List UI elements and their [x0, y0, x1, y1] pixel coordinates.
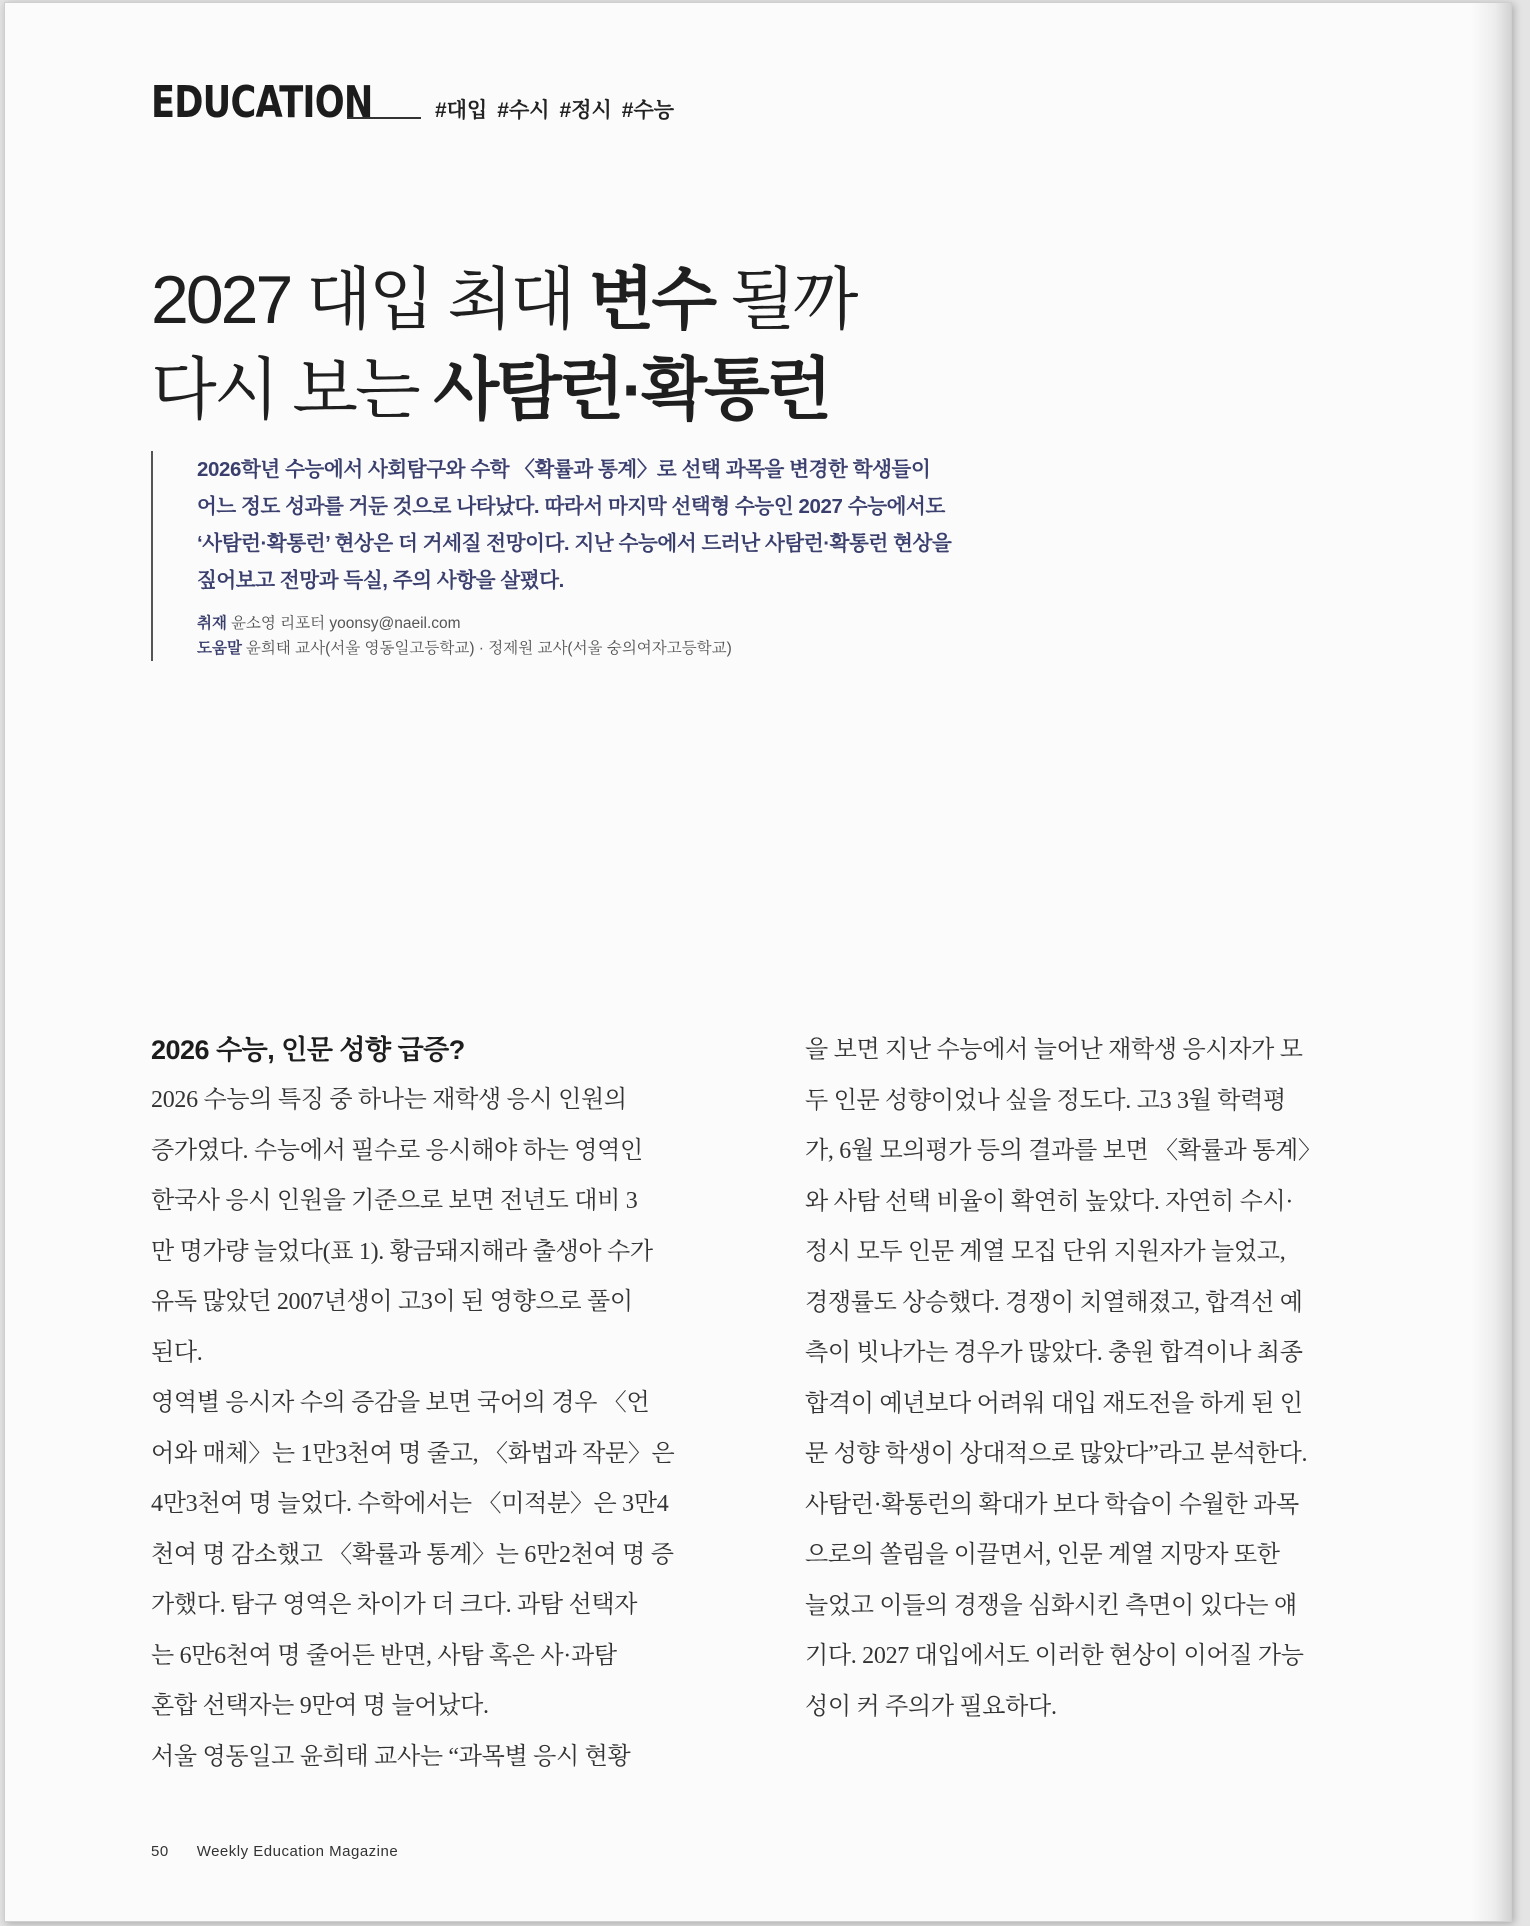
body-line: 을 보면 지난 수능에서 늘어난 재학생 응시자가 모: [805, 1037, 1303, 1063]
body-line: 된다.: [151, 1339, 203, 1366]
section-title: EDUCATION: [151, 77, 373, 128]
page-footer: [151, 1843, 398, 1860]
headline-line-2: [151, 352, 829, 428]
page-number: 50: [151, 1843, 169, 1860]
body-line: 4만3천여 명 늘었다. 수학에서는 〈미적분〉은 3만4: [151, 1491, 669, 1517]
tag-early-admission: #수시: [497, 99, 550, 122]
headline-line-1-part-b: 될까: [714, 262, 856, 338]
page-spine-shadow: [1471, 3, 1511, 1921]
reporting-label: 취재: [197, 615, 227, 632]
body-line: 기다. 2027 대입에서도 이러한 현상이 이어질 가능: [805, 1643, 1304, 1669]
headline-line-2-part-a: 다시 보는: [151, 352, 434, 428]
body-line: 만 명가량 늘었다(표 1). 황금돼지해라 출생아 수가: [151, 1238, 653, 1265]
help-credit: [197, 636, 1157, 661]
tag-admission: #대입: [435, 99, 488, 122]
body-line: 합격이 예년보다 어려워 대입 재도전을 하게 된 인: [805, 1390, 1303, 1417]
lede-box: [151, 451, 1157, 661]
body-line: 서울 영동일고 윤희태 교사는 “과목별 응시 현황: [151, 1743, 631, 1770]
lede-line: 짚어보고 전망과 득실, 주의 사항을 살폈다.: [197, 569, 564, 592]
headline-line-1-part-a: 2027 대입 최대: [151, 262, 589, 338]
body-line: 2026 수능의 특징 중 하나는 재학생 응시 인원의: [151, 1087, 627, 1113]
headline-line-2-bold: 사탐런·확통런: [433, 352, 830, 428]
lede-line: ‘사탐런·확통런’ 현상은 더 거세질 전망이다. 지난 수능에서 드러난 사탐런·확통런 현상을: [197, 532, 952, 555]
magazine-page: [4, 2, 1512, 1922]
headline-line-1-bold: 변수: [588, 262, 715, 338]
body-line: 한국사 응시 인원을 기준으로 보면 전년도 대비 3: [151, 1188, 638, 1214]
body-line: 으로의 쏠림을 이끌면서, 인문 계열 지망자 또한: [805, 1542, 1280, 1568]
article-column-right: [805, 1025, 1375, 1732]
lede-line: 어느 정도 성과를 거둔 것으로 나타났다. 따라서 마지막 선택형 수능인 2027 수능에서도: [197, 495, 945, 518]
body-line: 가, 6월 모의평가 등의 결과를 보면 〈확률과 통계〉: [805, 1138, 1322, 1164]
credits: [197, 611, 1157, 661]
body-line: 어와 매체〉는 1만3천여 명 줄고, 〈화법과 작문〉은: [151, 1440, 675, 1467]
section-header: [151, 75, 684, 128]
magazine-name: Weekly Education Magazine: [196, 1843, 399, 1860]
body-line: 문 성향 학생이 상대적으로 많았다”라고 분석한다.: [805, 1441, 1308, 1467]
body-line: 는 6만6천여 명 줄어든 반면, 사탐 혹은 사·과탐: [151, 1642, 617, 1669]
body-line: 사탐런·확통런의 확대가 보다 학습이 수월한 과목: [805, 1491, 1299, 1518]
body-line: 두 인문 성향이었나 싶을 정도다. 고3 3월 학력평: [805, 1087, 1286, 1114]
body-line: 가했다. 탐구 영역은 차이가 더 크다. 과탐 선택자: [151, 1592, 638, 1618]
reporting-credit: [197, 611, 1157, 636]
help-text: 윤희태 교사(서울 영동일고등학교) · 정제원 교사(서울 숭의여자고등학교): [245, 640, 732, 657]
body-line: 유독 많았던 2007년생이 고3이 된 영향으로 풀이: [151, 1289, 633, 1315]
article-column-left: [151, 1025, 721, 1782]
body-line: 증가였다. 수능에서 필수로 응시해야 하는 영역인: [151, 1137, 643, 1164]
body-line: 성이 커 주의가 필요하다.: [805, 1693, 1057, 1720]
body-line: 천여 명 감소했고 〈확률과 통계〉는 6만2천여 명 증: [151, 1541, 674, 1568]
body-line: 와 사탐 선택 비율이 확연히 높았다. 자연히 수시·: [805, 1188, 1294, 1215]
body-line: 경쟁률도 상승했다. 경쟁이 치열해졌고, 합격선 예: [805, 1289, 1303, 1316]
reporting-text: 윤소영 리포터 yoonsy@naeil.com: [230, 615, 461, 632]
lede-line: 2026학년 수능에서 사회탐구와 수학 〈확률과 통계〉로 선택 과목을 변경한 학생들이: [197, 458, 931, 481]
tag-csat: #수능: [621, 99, 675, 122]
body-line: 정시 모두 인문 계열 모집 단위 지원자가 늘었고,: [805, 1239, 1286, 1265]
headline: [151, 255, 855, 435]
tag-regular-admission: #정시: [559, 99, 612, 122]
body-line: 늘었고 이들의 경쟁을 심화시킨 측면이 있다는 얘: [805, 1592, 1297, 1619]
body-line: 측이 빗나가는 경우가 많았다. 충원 합격이나 최종: [805, 1340, 1303, 1366]
article-subhead: 2026 수능, 인문 성향 급증?: [151, 1035, 465, 1065]
headline-line-1: [151, 262, 855, 338]
body-line: 영역별 응시자 수의 증감을 보면 국어의 경우 〈언: [151, 1390, 650, 1416]
body-line: 혼합 선택자는 9만여 명 늘어났다.: [151, 1693, 489, 1719]
help-label: 도움말: [197, 640, 242, 657]
